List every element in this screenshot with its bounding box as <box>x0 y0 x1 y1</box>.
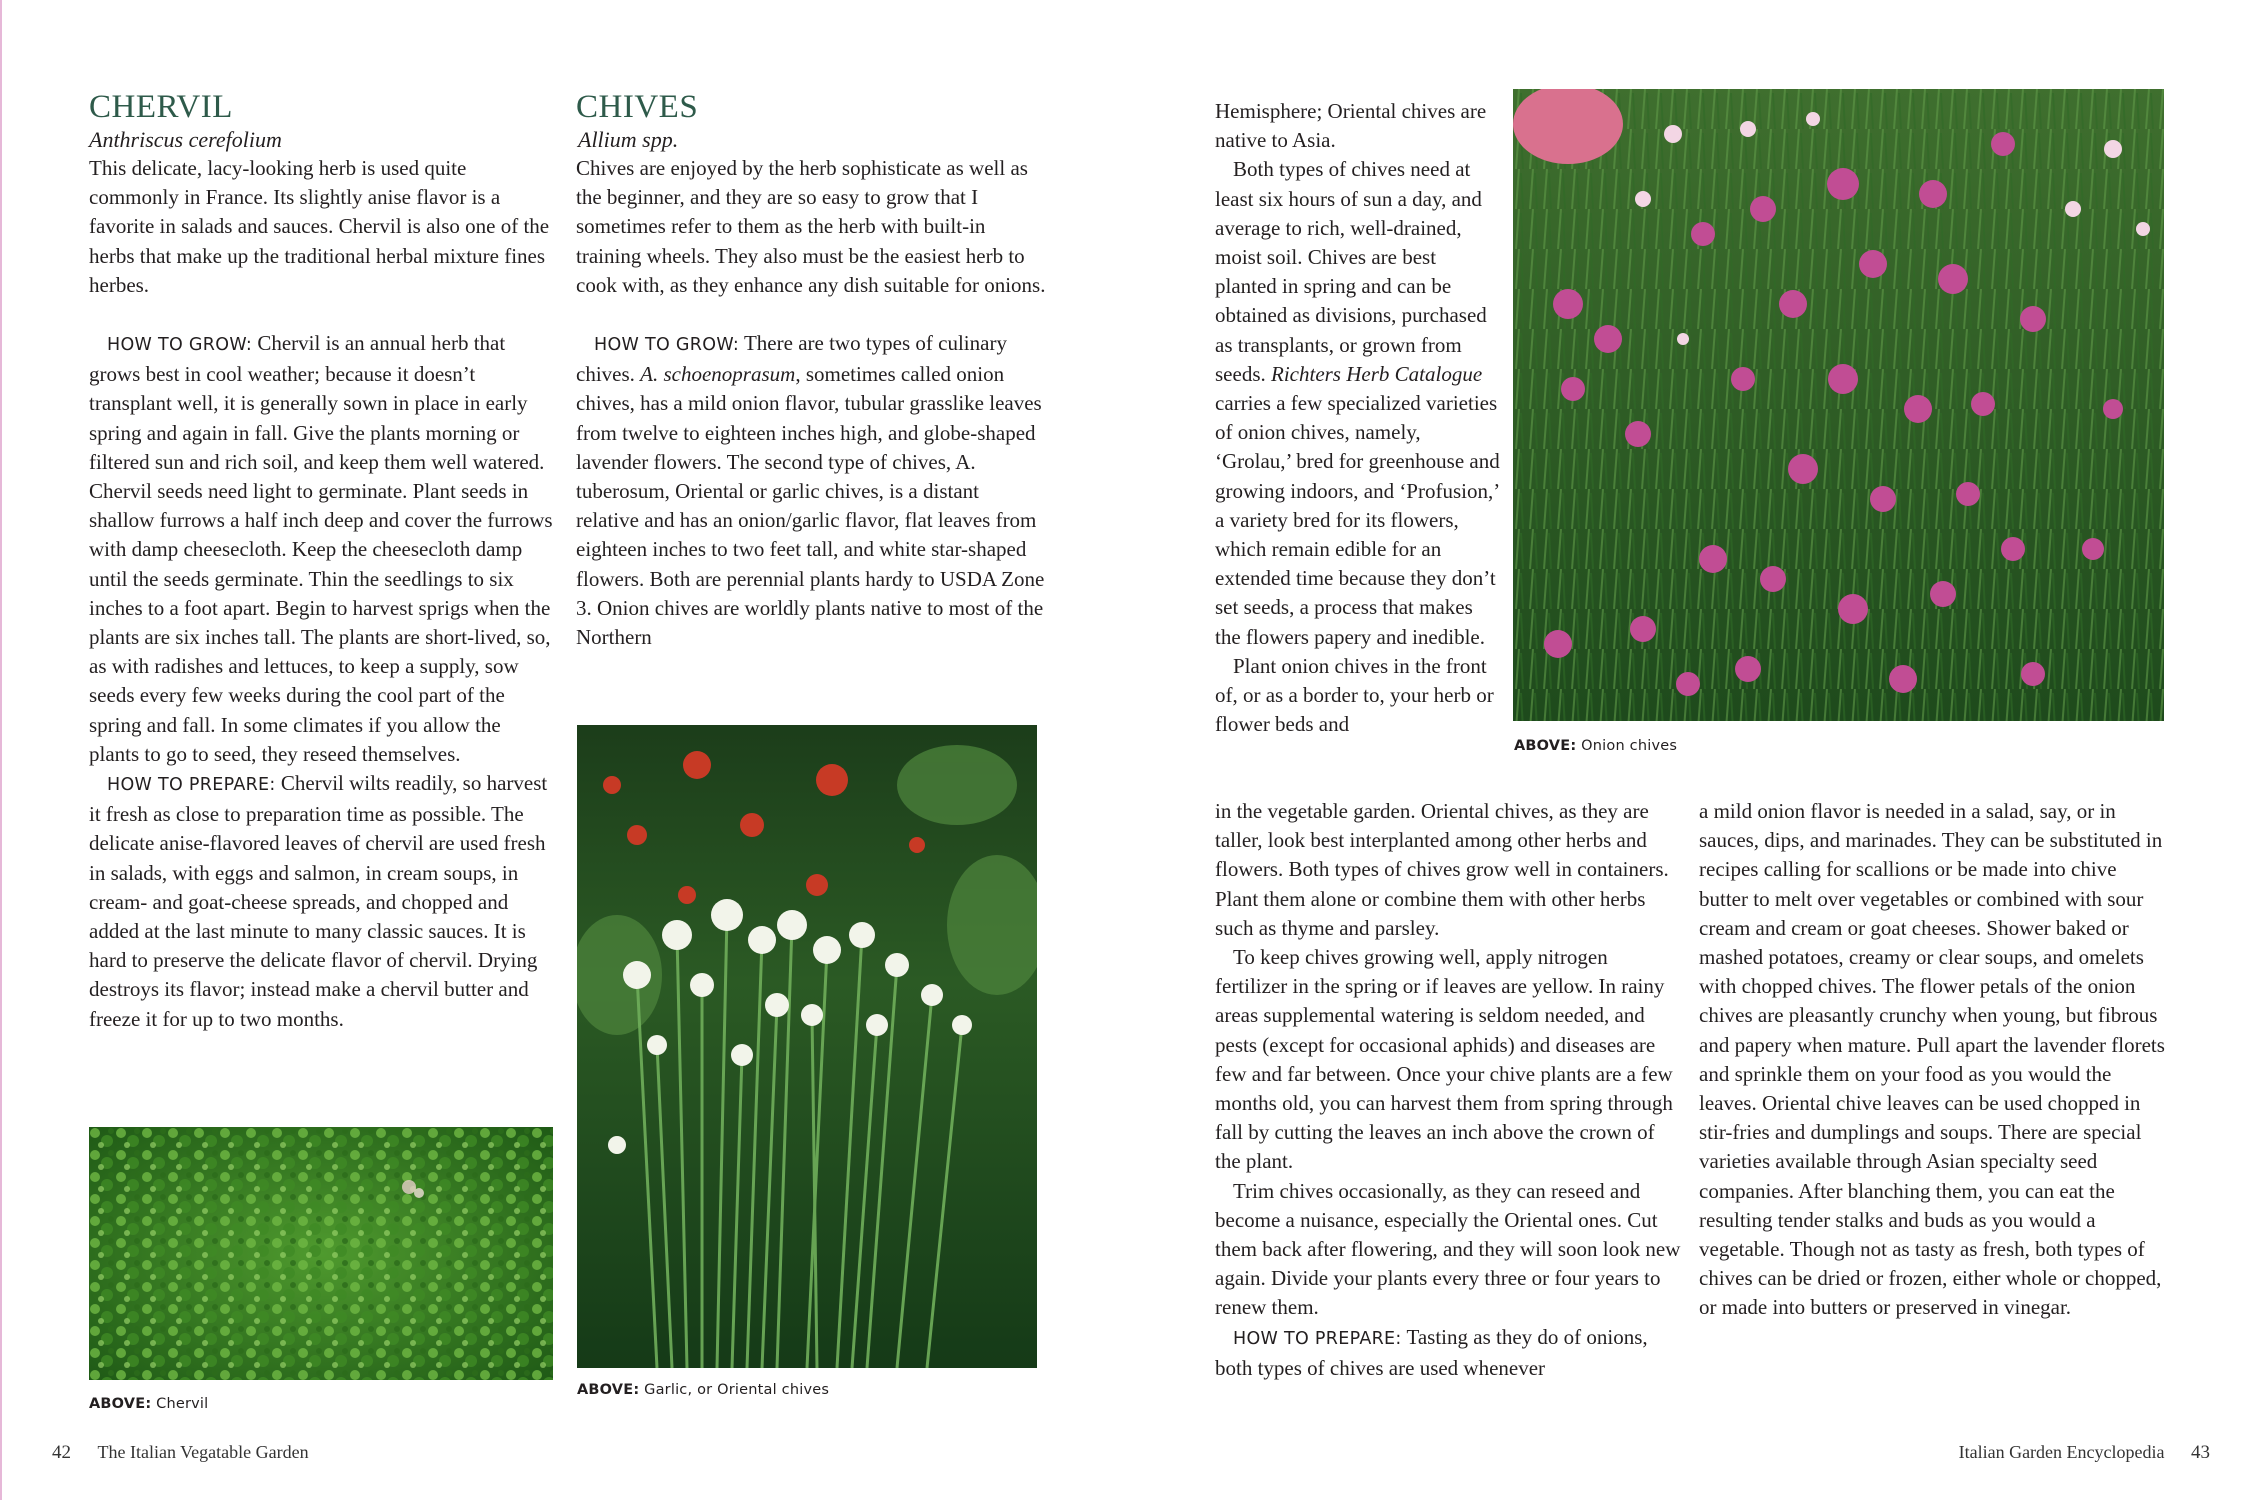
running-title: Italian Garden Encyclopedia <box>1958 1442 2165 1462</box>
chervil-prepare-text: Chervil wilts readily, so harvest it fresh as close to preparation time as possible. The delicate anise-flavored leaves of chervil are used fresh in salads, with eggs and salmon, in cream soups, in cream- and goat-cheese spreads, and chopped and added at the last minute to many classic sauces. It is hard to preserve the delicate flavor of chervil. Drying destroys its flavor; instead make a chervil butter and freeze it for up to two months. <box>89 771 548 1031</box>
right-page <box>1125 0 2250 1500</box>
how-to-grow-label: HOW TO GROW: <box>594 335 740 356</box>
chives-heading: CHIVES <box>576 89 699 125</box>
page-number: 42 <box>52 1442 71 1463</box>
prepare-continued-text: a mild onion flavor is needed in a salad, say, or in sauces, dips, and marinades. They can be substituted in recipes calling for scallions or be made into chive butter to melt over vegetables or combined with sour cream and cream or goat cheeses. Shower baked or mashed potatoes, creamy or clear soups, and omelets with chopped chives. The flower petals of the onion chives are pleasantly crunchy when young, but fibrous and papery when mature. Pull apart the lavender florets and sprinkle them on your food as you would the leaves. Oriental chive leaves can be used chopped in stir-fries and dumplings and soups. There are special varieties available through Asian specialty seed companies. After blanching them, you can eat the resulting tender stalks and buds as you would a vegetable. Though not as tasty as fresh, both types of chives can be dried or frozen, either whole or chopped, or made into butters or preserved in vinegar. <box>1699 799 2165 1320</box>
container-text: in the vegetable garden. Oriental chives, as they are taller, look best interplanted among other herbs and flowers. Both types of chives grow well in containers. Plant them alone or combine them with other herbs such as thyme and parsley. <box>1215 799 1669 940</box>
chervil-latin-name: Anthriscus cerefolium <box>89 127 282 152</box>
how-to-grow-label: HOW TO GROW: <box>107 335 253 356</box>
lower-column-one <box>1215 797 1685 1383</box>
left-folio <box>52 1442 309 1464</box>
chives-column <box>576 88 1046 652</box>
chives-how-to-grow: HOW TO GROW: There are two types of culinary chives. A. schoenoprasum, sometimes called onion chives, has a mild onion flavor, tubular grasslike leaves from twelve to eighteen inches high, and globe-shaped lavender flowers. The second type of chives, A. tuberosum, Oriental or garlic chives, is a distant relative and has an onion/garlic flavor, flat leaves from eighteen inches to two feet tall, and white star-shaped flowers. Both are perennial plants hardy to USDA Zone 3. Onion chives are worldly plants native to most of the Northern <box>576 331 1045 650</box>
onion-chives-caption: ABOVE: Onion chives <box>1514 738 1678 754</box>
chervil-how-to-grow <box>89 329 555 769</box>
chives-latin-name: Allium spp. <box>578 127 679 152</box>
lower-column-two <box>1699 797 2169 1323</box>
garlic-chives-photo <box>577 725 1037 1368</box>
chervil-photo <box>89 1127 553 1380</box>
fertilizer-text: To keep chives growing well, apply nitrogen fertilizer in the spring or if leaves are yellow. In rainy areas supplemental watering is seldom needed, and pests (except for occasional aphids) and diseases are few and far between. Once your chive plants are a few months old, you can harvest them from spring through fall by cutting the leaves an inch above the crown of the plant. <box>1215 945 1673 1174</box>
chervil-how-to-prepare <box>89 769 555 1034</box>
chervil-column <box>89 88 555 1034</box>
narrow-column <box>1215 97 1500 739</box>
chives-intro: Chives are enjoyed by the herb sophisticate as well as the beginner, and they are so easy to grow that I sometimes refer to them as the herb with built-in training wheels. They also must be the easiest herb to cook with, as they enhance any dish suitable for onions. <box>576 156 1046 297</box>
chervil-intro: This delicate, lacy-looking herb is used quite commonly in France. Its slightly anise flavor is a favorite in salads and sauces. Chervil is also one of the herbs that make up the traditional herbal mixture fines herbes. <box>89 156 550 297</box>
onion-chives-photo <box>1513 89 2164 721</box>
chervil-heading: CHERVIL <box>89 89 233 125</box>
right-folio <box>1959 1442 2210 1464</box>
native-text: Hemisphere; Oriental chives are native to Asia. <box>1215 99 1487 153</box>
running-title: The Italian Vegatable Garden <box>97 1442 309 1462</box>
chervil-caption: ABOVE: Chervil <box>89 1396 209 1412</box>
how-to-prepare-label: HOW TO PREPARE: <box>1233 1328 1402 1349</box>
chervil-grow-text: Chervil is an annual herb that grows best in cool weather; because it doesn’t transplant well, it is generally sown in place in early spring and again in fall. Give the plants morning or filtered sun and rich soil, and keep them well watered. Chervil seeds need light to germinate. Plant seeds in shallow furrows a half inch deep and cover the furrows with damp cheesecloth. Keep the cheesecloth damp until the seeds germinate. Thin the seedlings to six inches to a foot apart. Begin to harvest sprigs when the plants are six inches tall. The plants are short-lived, so, as with radishes and lettuces, to keep a supply, sow seeds every few weeks during the cool part of the spring and fall. In some climates if you allow the plants to go to seed, they reseed themselves. <box>89 331 553 766</box>
garlic-chives-caption: ABOVE: Garlic, or Oriental chives <box>577 1382 830 1398</box>
trim-text: Trim chives occasionally, as they can reseed and become a nuisance, especially the Oriental ones. Cut them back after flowering, and they will soon look new again. Divide your plants every three or four years to renew them. <box>1215 1178 1681 1320</box>
border-text: Plant onion chives in the front of, or as a border to, your herb or flower beds and <box>1215 653 1494 737</box>
page-number: 43 <box>2191 1442 2210 1463</box>
planting-text: Both types of chives need at least six hours of sun a day, and average to rich, well-drained, moist soil. Chives are best planted in spring and can be obtained as divisions, purchased as transplants, or grown from seeds. Richters Herb Catalogue carries a few specialized varieties of onion chives, namely, ‘Grolau,’ bred for greenhouse and growing indoors, and ‘Profusion,’ a variety bred for its flowers, which remain edible for an extended time because they don’t set seeds, a process that makes the flowers papery and inedible. <box>1215 157 1500 649</box>
right-how-to-prepare: HOW TO PREPARE: Tasting as they do of onions, both types of chives are used whenever <box>1215 1324 1648 1380</box>
how-to-prepare-label: HOW TO PREPARE: <box>107 775 276 796</box>
